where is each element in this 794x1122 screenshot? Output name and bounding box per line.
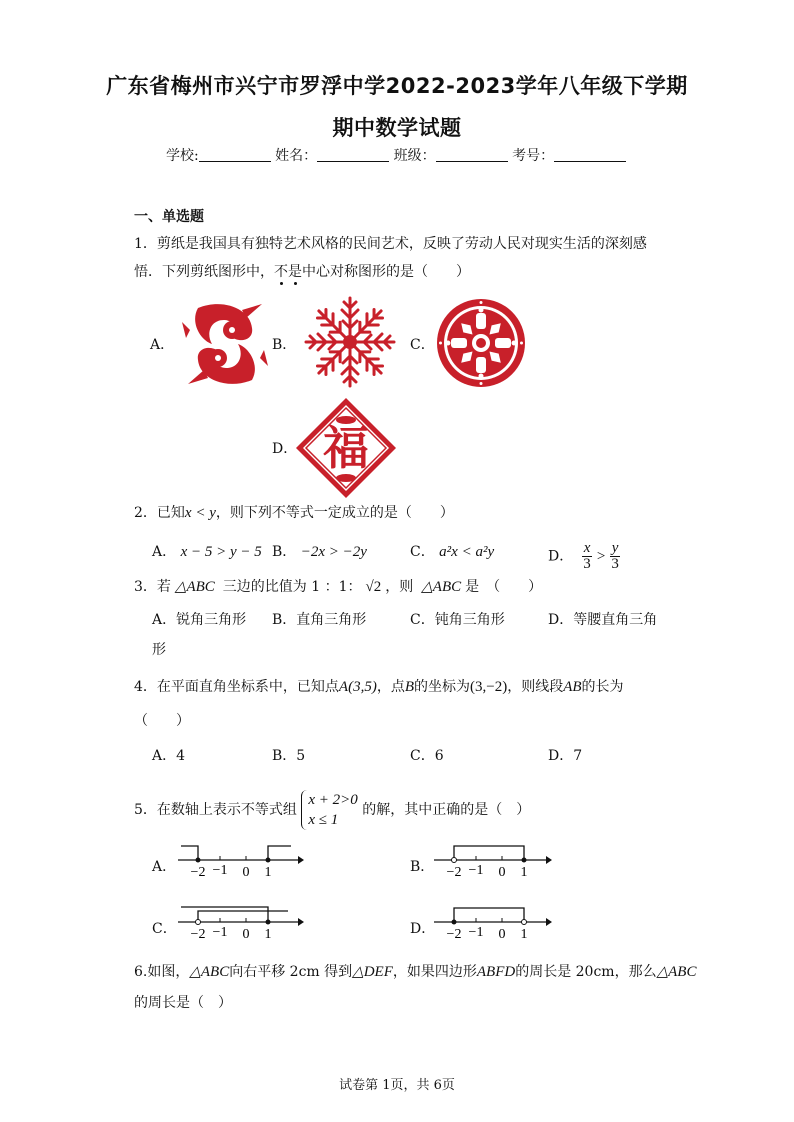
q2-option-b[interactable]: B． −2x > −2y [272,544,367,560]
q3-option-c[interactable]: C．钝角三角形 [410,612,505,628]
school-blank[interactable] [199,147,271,162]
student-info-row [166,146,626,166]
svg-text:−1: −1 [468,925,484,940]
svg-text:0: 0 [242,865,250,880]
q1-stem-line2: 悟．下列剪纸图形中，不是中心对称图形的是（ ） [134,264,470,280]
papercut-fu-image [294,396,398,500]
q5-option-a[interactable]: A． [152,859,177,875]
page-title-line2: 期中数学试题 [332,116,462,140]
fraction-x-over-3: $\frac{x}{3}$ [583,540,591,572]
svg-text:−2: −2 [190,927,206,942]
q3-option-d-wrap: 形 [152,642,166,658]
q3-stem: 3．若 △ABC 三边的比值为 1 ：1： √2 ，则 △ABC 是 （ ） [134,579,543,595]
svg-text:1: 1 [520,865,528,880]
svg-text:−1: −1 [212,925,228,940]
q4-option-d[interactable]: D．7 [548,748,583,764]
school-label: 学校: [166,148,199,164]
exam-number-label: 考号： [512,148,555,164]
q6-stem-line1: 6.如图，△ABC向右平移 2cm 得到△DEF，如果四边形ABFD的周长是 20cm，那么△ABC [134,964,697,980]
q5-option-c[interactable]: C． [152,921,177,937]
sqrt2: √2 [365,579,382,595]
emphasis-dot-char: 不 [274,264,288,280]
section-heading: 一、单选题 [134,209,204,225]
q5-number-line-b [432,840,562,880]
class-label: 班级： [393,148,436,164]
exam-number-blank[interactable] [554,147,626,162]
q4-option-c[interactable]: C．6 [410,748,444,764]
q1-option-d[interactable]: D． [272,441,298,457]
inequality-system: x + 2>0 x ≤ 1 [301,790,357,830]
q2-stem: 2．已知x < y，则下列不等式一定成立的是（ ） [134,505,454,521]
q1-option-b[interactable]: B． [272,337,297,353]
svg-text:−2: −2 [446,865,462,880]
emphasis-dot-char: 是 [288,264,302,280]
q2-option-d[interactable]: D． $\frac{x}{3}$ > $\frac{y}{3}$ [548,540,619,572]
svg-text:−2: −2 [190,865,206,880]
q1-stem-line1: 1．剪纸是我国具有独特艺术风格的民间艺术，反映了劳动人民对现实生活的深刻感 [134,236,647,252]
q5-number-line-d [432,902,562,942]
q4-option-a[interactable]: A．4 [152,748,186,764]
q4-paren: （ ） [134,713,190,729]
q4-stem: 4．在平面直角坐标系中，已知点A(3,5)，点B的坐标为(3,−2)，则线段AB的长为 [134,679,624,695]
svg-text:0: 0 [498,865,506,880]
papercut-snowflake-image [302,294,398,390]
page-footer: 试卷第 1页，共 6页 [339,1078,455,1093]
q5-number-line-a [176,840,306,880]
q3-option-d[interactable]: D．等腰直角三角 [548,612,658,628]
svg-text:−2: −2 [446,927,462,942]
q6-stem-line2: 的周长是（ ） [134,995,232,1011]
q5-option-d[interactable]: D． [410,921,436,937]
q5-number-line-c [176,902,306,942]
name-label: 姓名： [275,148,318,164]
svg-text:−1: −1 [468,863,484,878]
page-title-line1: 广东省梅州市兴宁市罗浮中学2022-2023学年八年级下学期 [106,74,688,98]
papercut-fish-image [180,300,270,388]
q3-option-a[interactable]: A．锐角三角形 [152,612,247,628]
fu-character: 福 [323,423,369,474]
svg-text:1: 1 [264,927,272,942]
papercut-circle-image [436,298,526,388]
class-blank[interactable] [436,147,508,162]
q1-option-c[interactable]: C． [410,337,435,353]
q1-option-a[interactable]: A． [150,337,175,353]
q5-option-b[interactable]: B． [410,859,435,875]
q4-option-b[interactable]: B．5 [272,748,306,764]
q5-stem: 5．在数轴上表示不等式组 x + 2>0 x ≤ 1 的解，其中正确的是（ ） [134,792,531,828]
fraction-y-over-3: $\frac{y}{3}$ [611,540,619,572]
svg-text:0: 0 [242,927,250,942]
svg-text:0: 0 [498,927,506,942]
q2-option-c[interactable]: C． a²x < a²y [410,544,495,560]
svg-text:1: 1 [520,927,528,942]
svg-text:−1: −1 [212,863,228,878]
q2-condition: x < y [184,505,216,521]
q3-option-b[interactable]: B．直角三角形 [272,612,367,628]
name-blank[interactable] [317,147,389,162]
svg-text:1: 1 [264,865,272,880]
q2-option-a[interactable]: A． x − 5 > y − 5 [152,544,262,560]
